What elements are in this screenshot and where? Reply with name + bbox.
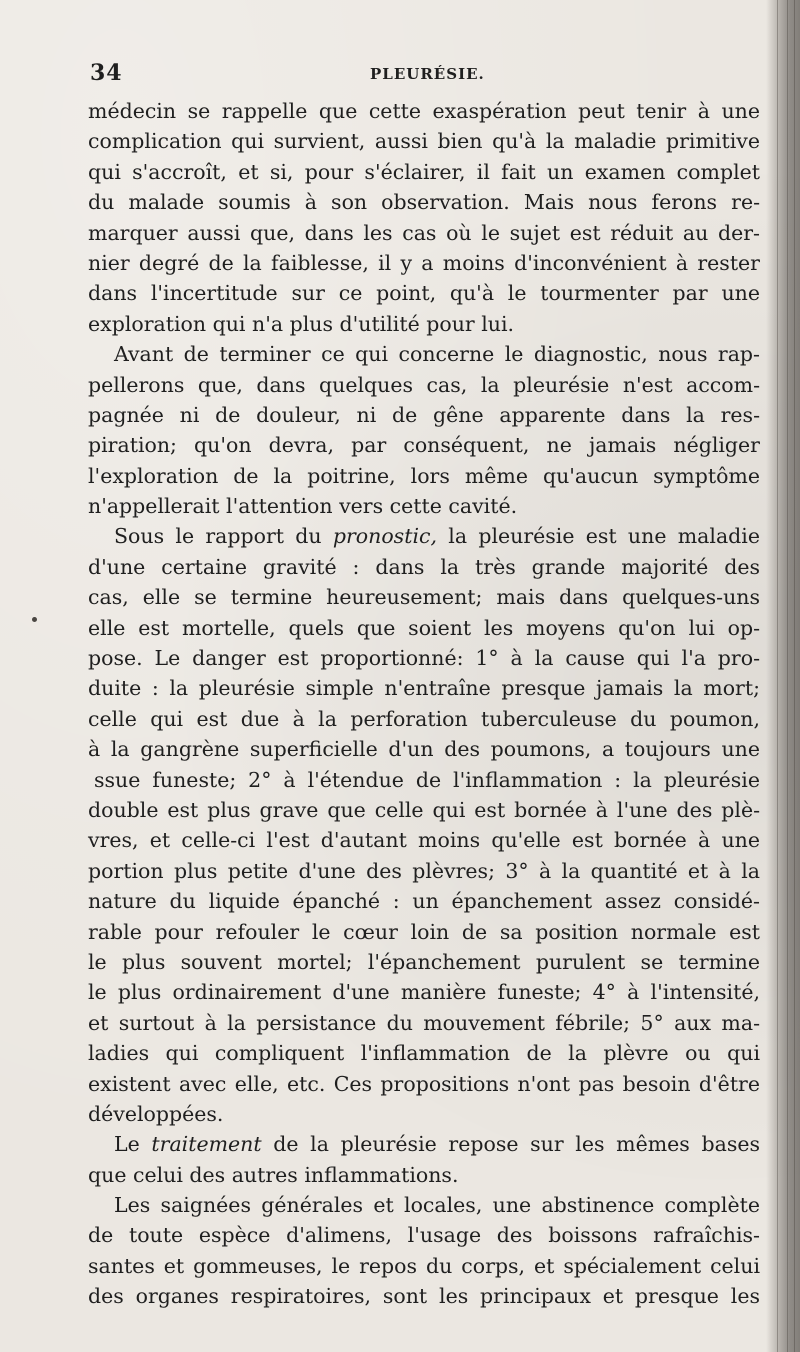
text-line: à la gangrène superficielle d'un des poumons, a toujours une xyxy=(88,737,760,762)
running-head: PLEURÉSIE. xyxy=(370,65,485,83)
text-line: santes et gommeuses, le repos du corps, et spécialement celui xyxy=(88,1253,760,1278)
margin-mark xyxy=(32,617,37,622)
page-edge-line xyxy=(787,0,788,1352)
page-edge-line xyxy=(777,0,778,1352)
text-line-pronostic: Sous le rapport du pronostic, la pleurésie est une maladie xyxy=(114,524,760,549)
italic-term: traitement xyxy=(151,1132,262,1157)
text-line: le plus ordinairement d'une manière funeste; 4° à l'intensité, xyxy=(88,980,760,1005)
text-line: Les saignées générales et locales, une abstinence complète xyxy=(114,1193,760,1218)
text-line: le plus souvent mortel; l'épanchement purulent se termine xyxy=(88,949,760,974)
text-line: piration; qu'on devra, par conséquent, ne jamais négliger xyxy=(88,433,760,458)
text-line: cas, elle se termine heureusement; mais dans quelques-uns xyxy=(88,585,760,610)
text-line: d'une certaine gravité : dans la très grande majorité des xyxy=(88,554,760,579)
body-text xyxy=(88,96,760,1312)
text-line: que celui des autres inflammations. xyxy=(88,1162,459,1187)
page-number: 34 xyxy=(90,60,123,86)
text-line: n'appellerait l'attention vers cette cavité. xyxy=(88,494,518,519)
text-line: ssue funeste; 2° à l'étendue de l'inflammation : la pleurésie xyxy=(94,767,760,792)
page-header xyxy=(90,60,760,90)
text-line: marquer aussi que, dans les cas où le sujet est réduit au der- xyxy=(88,220,760,245)
text-line: qui s'accroît, et si, pour s'éclairer, il fait un examen complet xyxy=(88,159,760,184)
text-line: vres, et celle-ci l'est d'autant moins qu'elle est bornée à une xyxy=(88,828,760,853)
text-line: duite : la pleurésie simple n'entraîne presque jamais la mort; xyxy=(88,676,760,701)
text-line: médecin se rappelle que cette exaspération peut tenir à une xyxy=(88,99,760,123)
text-line: et surtout à la persistance du mouvement fébrile; 5° aux ma- xyxy=(88,1010,760,1035)
text-line: celle qui est due à la perforation tuberculeuse du poumon, xyxy=(88,706,760,731)
text-line: l'exploration de la poitrine, lors même qu'aucun symptôme xyxy=(88,463,760,488)
text-line: complication qui survient, aussi bien qu'à la maladie primitive xyxy=(88,129,760,154)
text-line: de toute espèce d'alimens, l'usage des boissons rafraîchis- xyxy=(88,1223,760,1248)
text-line: elle est mortelle, quels que soient les moyens qu'on lui op- xyxy=(88,615,760,640)
text-line: nier degré de la faiblesse, il y a moins d'inconvénient à rester xyxy=(88,250,760,275)
text-line: portion plus petite d'une des plèvres; 3° à la quantité et à la xyxy=(88,858,760,883)
text-line: double est plus grave que celle qui est bornée à l'une des plè- xyxy=(88,797,760,822)
text-line: nature du liquide épanché : un épanchement assez considé- xyxy=(88,889,760,914)
text-line: rable pour refouler le cœur loin de sa position normale est xyxy=(88,919,760,944)
text-line: développées. xyxy=(88,1101,224,1126)
text-line: dans l'incertitude sur ce point, qu'à le tourmenter par une xyxy=(88,281,760,306)
text-line: exploration qui n'a plus d'utilité pour lui. xyxy=(88,311,515,336)
text-line: existent avec elle, etc. Ces propositions n'ont pas besoin d'être xyxy=(88,1071,760,1096)
text-line: ladies qui compliquent l'inflammation de la plèvre ou qui xyxy=(88,1041,760,1066)
text-line-traitement: Le traitement de la pleurésie repose sur les mêmes bases xyxy=(114,1132,760,1157)
italic-term: pronostic, xyxy=(332,524,437,549)
text-line: du malade soumis à son observation. Mais nous ferons re- xyxy=(88,190,760,215)
text-line: pagnée ni de douleur, ni de gêne apparente dans la res- xyxy=(88,402,760,427)
text-line: des organes respiratoires, sont les principaux et presque les xyxy=(88,1284,760,1309)
text-line: Avant de terminer ce qui concerne le diagnostic, nous rap- xyxy=(114,342,760,367)
text-line: pellerons que, dans quelques cas, la pleurésie n'est accom- xyxy=(88,372,760,397)
text-line: pose. Le danger est proportionné: 1° à la cause qui l'a pro- xyxy=(88,646,760,671)
page-edge-line xyxy=(794,0,795,1352)
